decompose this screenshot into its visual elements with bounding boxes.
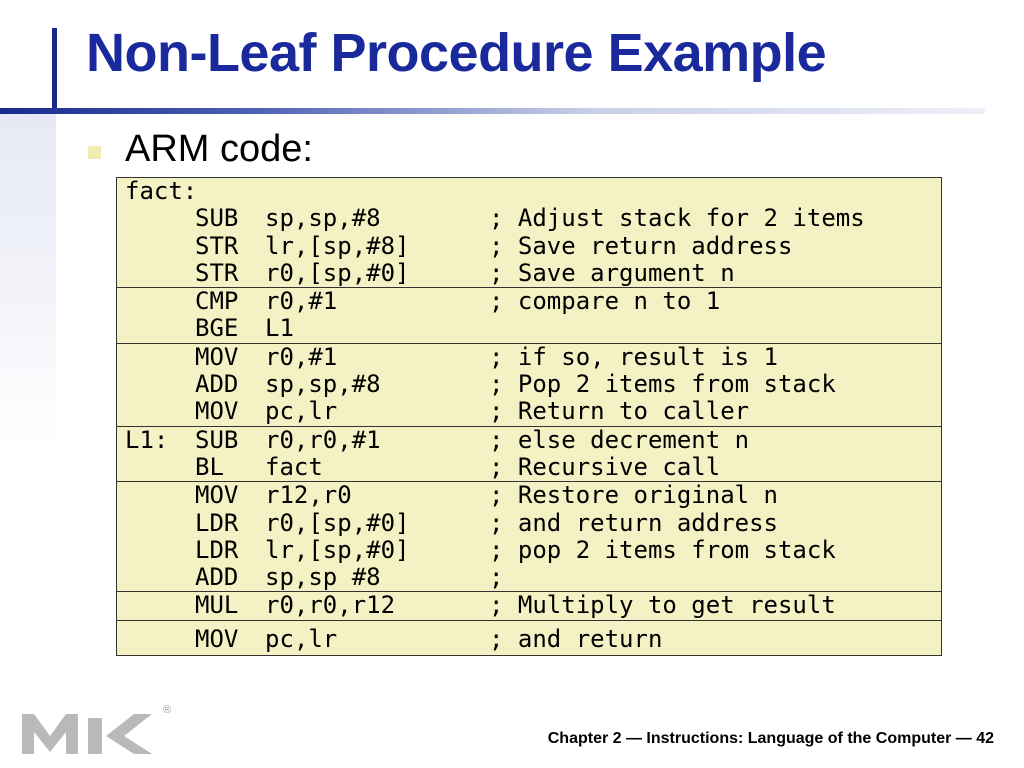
code-comment: ; Return to caller	[489, 397, 750, 426]
code-label	[125, 510, 195, 537]
code-label	[125, 592, 195, 619]
code-block-cell	[117, 620, 942, 655]
code-label	[125, 398, 195, 425]
code-comment: ; Restore original n	[489, 481, 778, 510]
code-line	[125, 315, 941, 342]
code-comment	[489, 315, 941, 342]
code-comment: ; compare n to 1	[489, 287, 721, 316]
code-opcode: SUB	[195, 204, 239, 233]
code-label	[125, 205, 195, 232]
code-label: fact:	[125, 177, 198, 205]
code-block	[117, 343, 942, 426]
code-line	[125, 482, 941, 509]
code-opcode: MOV	[195, 624, 239, 653]
code-operands: sp,sp,#8	[265, 370, 381, 399]
code-opcode: LDR	[195, 535, 239, 564]
code-label: L1:	[125, 425, 169, 454]
code-operands: L1	[265, 314, 294, 343]
code-line	[125, 510, 941, 537]
code-operands: lr,[sp,#0]	[265, 535, 410, 564]
code-operands: r0,#1	[265, 342, 338, 371]
code-comment: ; Multiply to get result	[489, 591, 836, 620]
mk-logo-icon	[22, 710, 162, 761]
title-underline-bar	[0, 108, 985, 114]
code-operands: pc,lr	[265, 624, 338, 653]
code-line	[125, 205, 941, 232]
code-opcode: CMP	[195, 287, 239, 316]
code-block-cell	[117, 592, 942, 620]
registered-mark: ®	[163, 704, 172, 716]
code-table	[116, 177, 942, 656]
code-comment: ; pop 2 items from stack	[489, 535, 836, 564]
code-block	[117, 426, 942, 482]
code-operands: r0,r0,r12	[265, 591, 396, 620]
code-comment: ; Save argument n	[489, 258, 735, 287]
code-comment	[489, 178, 941, 205]
code-block	[117, 620, 942, 655]
code-comment: ; else decrement n	[489, 425, 750, 454]
code-block	[117, 178, 942, 288]
code-block-cell	[117, 426, 942, 482]
code-operands: lr,[sp,#8]	[265, 231, 410, 260]
code-block-cell	[117, 343, 942, 426]
code-label	[125, 454, 195, 481]
code-line	[125, 233, 941, 260]
code-block	[117, 482, 942, 592]
code-label	[125, 482, 195, 509]
code-opcode: STR	[195, 231, 239, 260]
bullet-text: ARM code:	[125, 128, 313, 170]
code-operands: r0,#1	[265, 287, 338, 316]
code-operands: r0,[sp,#0]	[265, 258, 410, 287]
code-opcode	[195, 178, 265, 205]
code-line	[125, 260, 941, 287]
code-label	[125, 537, 195, 564]
code-line	[125, 454, 941, 481]
code-opcode: LDR	[195, 508, 239, 537]
bullet-item	[88, 128, 313, 171]
code-comment: ; and return	[489, 624, 663, 653]
code-label	[125, 564, 195, 591]
code-label	[125, 315, 195, 342]
code-block-cell	[117, 178, 942, 288]
code-opcode: MOV	[195, 481, 239, 510]
bullet-square-icon	[88, 146, 101, 159]
code-line	[125, 427, 941, 454]
code-comment: ; Recursive call	[489, 452, 721, 481]
code-line	[125, 592, 941, 619]
code-label	[125, 344, 195, 371]
slide-title: Non-Leaf Procedure Example	[86, 23, 827, 83]
code-operands: r12,r0	[265, 481, 352, 510]
code-line	[125, 288, 941, 315]
code-label	[125, 371, 195, 398]
code-operands: sp,sp #8	[265, 563, 381, 592]
code-opcode: BGE	[195, 314, 239, 343]
code-opcode: STR	[195, 258, 239, 287]
title-accent-bar	[52, 28, 57, 108]
code-comment: ;	[489, 563, 504, 592]
code-line	[125, 178, 941, 205]
code-line	[125, 537, 941, 564]
code-line	[125, 371, 941, 398]
code-label	[125, 288, 195, 315]
code-block-cell	[117, 482, 942, 592]
code-block	[117, 288, 942, 344]
slide-footer: Chapter 2 — Instructions: Language of the Computer — 42	[547, 730, 994, 747]
code-comment: ; Save return address	[489, 231, 793, 260]
code-label	[125, 260, 195, 287]
code-line	[125, 564, 941, 591]
code-line	[125, 344, 941, 371]
code-comment: ; Adjust stack for 2 items	[489, 204, 865, 233]
code-label	[125, 233, 195, 260]
code-opcode: ADD	[195, 563, 239, 592]
code-comment: ; Pop 2 items from stack	[489, 370, 836, 399]
code-operands: fact	[265, 452, 323, 481]
code-operands: r0,r0,#1	[265, 425, 381, 454]
code-opcode: BL	[195, 452, 224, 481]
side-shade	[0, 114, 56, 444]
code-opcode: MUL	[195, 591, 239, 620]
code-opcode: MOV	[195, 397, 239, 426]
code-comment: ; and return address	[489, 508, 778, 537]
code-comment: ; if so, result is 1	[489, 342, 778, 371]
code-line	[125, 398, 941, 425]
code-block	[117, 592, 942, 620]
code-line	[125, 625, 941, 653]
code-operands: sp,sp,#8	[265, 204, 381, 233]
code-opcode: ADD	[195, 370, 239, 399]
code-label	[125, 625, 195, 653]
code-opcode: MOV	[195, 342, 239, 371]
code-operands: pc,lr	[265, 397, 338, 426]
code-operands: r0,[sp,#0]	[265, 508, 410, 537]
code-operands	[265, 178, 489, 205]
code-opcode: SUB	[195, 425, 239, 454]
code-block-cell	[117, 288, 942, 344]
